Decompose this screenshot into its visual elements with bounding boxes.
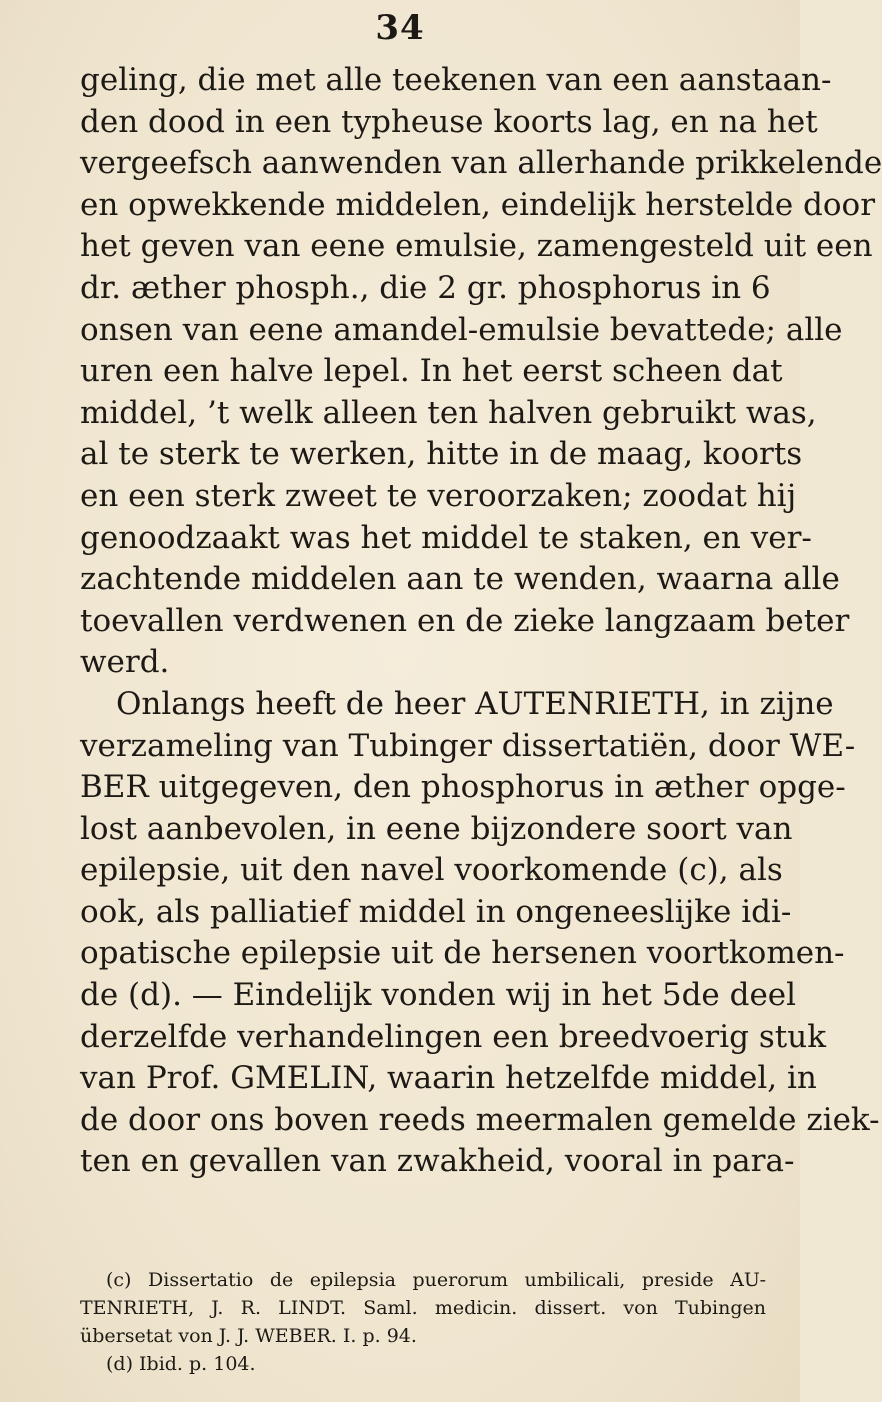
body-line: lost aanbevolen, in eene bijzondere soort van [80,810,793,847]
body-line: en opwekkende middelen, eindelijk herstelde door [80,186,876,223]
body-line: zachtende middelen aan te wenden, waarna alle [80,561,840,598]
body-line: BER uitgegeven, den phosphorus in æther opge- [80,769,846,806]
body-line: het geven van eene emulsie, zamengesteld uit een [80,228,873,265]
body-text [80,60,882,1183]
footnotes [80,1266,766,1378]
body-line: de door ons boven reeds meermalen gemelde ziek- [80,1101,880,1138]
body-line: uren een halve lepel. In het eerst scheen dat [80,353,783,390]
body-line: toevallen verdwenen en de zieke langzaam beter [80,602,850,639]
body-line: verzameling van Tubinger dissertatiën, door WE- [80,727,856,764]
body-line: dr. æther phosph., die 2 gr. phosphorus in 6 [80,269,771,306]
body-line: middel, ’t welk alleen ten halven gebruikt was, [80,394,817,431]
body-line: den dood in een typheuse koorts lag, en na het [80,103,818,140]
body-line: opatische epilepsie uit de hersenen voortkomen- [80,935,845,972]
body-line: genoodzaakt was het middel te staken, en ver- [80,519,812,556]
body-line: ook, als palliatief middel in ongeneeslijke idi- [80,893,792,930]
body-line: werd. [80,644,170,681]
body-line: ten en gevallen van zwakheid, vooral in para- [80,1143,795,1180]
footnote-line: TENRIETH, J. R. LINDT. Saml. medicin. dissert. von Tubingen [80,1297,766,1319]
body-line: de (d). — Eindelijk vonden wij in het 5de deel [80,977,797,1014]
body-line: en een sterk zweet te veroorzaken; zoodat hij [80,477,797,514]
body-line: onsen van eene amandel-emulsie bevattede; alle [80,311,843,348]
body-line: van Prof. GMELIN, waarin hetzelfde middel, in [80,1060,817,1097]
footnote-c: (c) Dissertatio de epilepsia puerorum umbilicali, preside AU- [106,1269,766,1291]
body-line: vergeefsch aanwenden van allerhande prikkelende [80,145,882,182]
body-line: epilepsie, uit den navel voorkomende (c), als [80,852,783,889]
body-line: al te sterk te werken, hitte in de maag, koorts [80,436,803,473]
body-line: Onlangs heeft de heer AUTENRIETH, in zijne [116,685,834,722]
footnote-d: (d) Ibid. p. 104. [106,1353,256,1375]
footnote-line: übersetat von J. J. WEBER. I. p. 94. [80,1325,417,1347]
page-number: 34 [375,8,425,48]
body-line: geling, die met alle teekenen van een aanstaan- [80,62,832,98]
body-line: derzelfde verhandelingen een breedvoerig stuk [80,1018,826,1055]
